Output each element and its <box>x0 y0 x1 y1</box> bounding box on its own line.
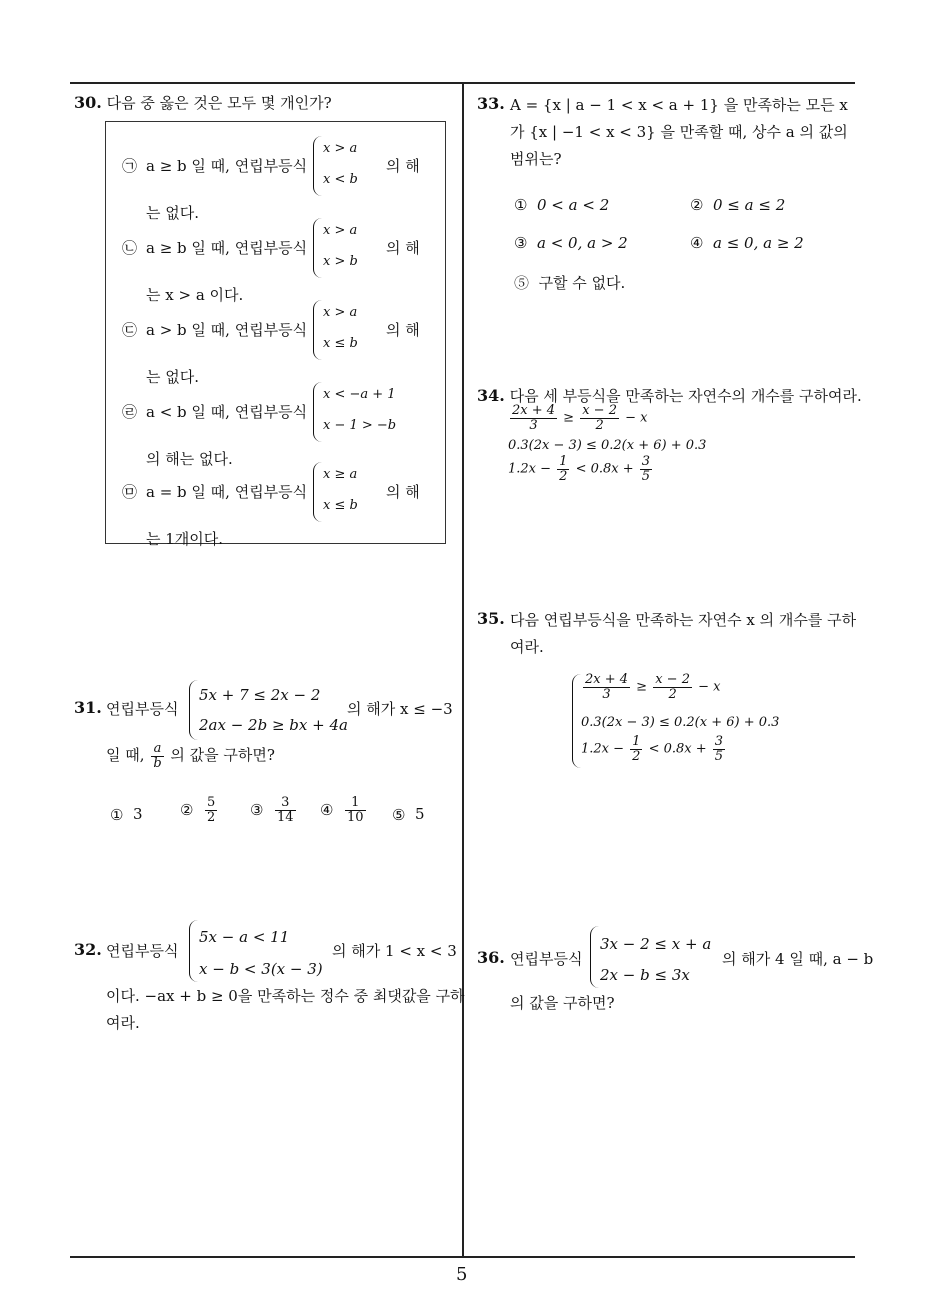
q30-item-post: 의 해 <box>386 483 420 501</box>
q30-item-tail: 는 x > a 이다. <box>146 286 244 304</box>
q30-item-sys-1: x > a <box>323 223 358 238</box>
q31-sys-2: 2ax − 2b ≥ bx + 4a <box>199 716 348 734</box>
q33-choice-2: ② 0 ≤ a ≤ 2 <box>690 196 786 214</box>
q32-line3: 여라. <box>106 1014 140 1032</box>
q31-post: 의 해가 x ≤ −3 <box>347 700 453 718</box>
q33-choice-1: ① 0 < a < 2 <box>514 196 610 214</box>
q30-item-tail: 는 없다. <box>146 204 200 222</box>
q33-choice-4: ④ a ≤ 0, a ≥ 2 <box>690 234 804 252</box>
q31-sys-1: 5x + 7 ≤ 2x − 2 <box>199 686 321 704</box>
q30-item-sys-2: x ≤ b <box>323 498 358 513</box>
q30-item-brace <box>313 382 322 442</box>
q35-brace <box>572 674 581 768</box>
q30-item-sys-2: x < b <box>323 172 358 187</box>
q34-inequality-1: $\frac{2x + 4}{3}$ ≥ $\frac{x - 2}{2}$ − x <box>512 403 648 433</box>
q31-choice-4: ④ $\frac{1}{10}$ <box>320 795 364 825</box>
q31-line2-post: 의 값을 구하면? <box>170 746 275 765</box>
q30-item-brace <box>313 218 322 278</box>
q33-line1: A = {x | a − 1 < x < a + 1} 을 만족하는 모든 x <box>510 96 848 114</box>
q33-number: 33. <box>477 94 505 113</box>
q32-line2: 이다. −ax + b ≥ 0을 만족하는 정수 중 최댓값을 구하 <box>106 987 465 1005</box>
q33-line2: 가 {x | −1 < x < 3} 을 만족할 때, 상수 a 의 값의 <box>510 123 848 141</box>
q34-number: 34. <box>477 386 505 405</box>
q30-item-brace <box>313 300 322 360</box>
q34-inequality-3: 1.2x − $\frac{1}{2}$ < 0.8x + $\frac{3}{5}$ <box>508 454 651 484</box>
q33-choice-5: ⑤ 구할 수 없다. <box>514 274 626 292</box>
q31-fraction: $\frac{a}{b}$ <box>153 741 162 771</box>
q30-item-pre: a ≥ b 일 때, 연립부등식 <box>146 239 308 257</box>
page-number: 5 <box>456 1264 468 1285</box>
q31-pre: 연립부등식 <box>106 700 179 718</box>
q30-item-brace <box>313 136 322 196</box>
q36-sys-2: 2x − b ≤ 3x <box>600 966 690 984</box>
q35-inequality-3: 1.2x − $\frac{1}{2}$ < 0.8x + $\frac{3}{5}$ <box>581 734 724 764</box>
q35-number: 35. <box>477 609 505 628</box>
q30-heading <box>74 92 332 113</box>
column-divider <box>462 82 464 1257</box>
q30-item-post: 의 해 <box>386 157 420 175</box>
q36-post: 의 해가 4 일 때, a − b <box>722 950 874 968</box>
q30-item-mark: ㉢ <box>122 321 138 339</box>
q32-sys-2: x − b < 3(x − 3) <box>199 960 323 978</box>
q33-choice-3: ③ a < 0, a > 2 <box>514 234 628 252</box>
q36-line2: 의 값을 구하면? <box>510 994 615 1012</box>
q30-number: 30. <box>74 93 102 112</box>
q34-inequality-2: 0.3(2x − 3) ≤ 0.2(x + 6) + 0.3 <box>508 438 707 453</box>
q30-item-tail: 의 해는 없다. <box>146 450 233 468</box>
q30-item-sys-2: x − 1 > −b <box>323 418 397 433</box>
q31-choice-5: ⑤ 5 <box>392 805 425 824</box>
q35-inequality-2: 0.3(2x − 3) ≤ 0.2(x + 6) + 0.3 <box>581 715 780 730</box>
q36-pre: 연립부등식 <box>510 950 583 968</box>
q36-number: 36. <box>477 948 505 967</box>
q30-item-tail: 는 없다. <box>146 368 200 386</box>
q30-item-mark: ㉤ <box>122 483 138 501</box>
q31-choice-3: ③ $\frac{3}{14}$ <box>250 795 294 825</box>
q36-sys-1: 3x − 2 ≤ x + a <box>600 935 712 953</box>
q32-sys-1: 5x − a < 11 <box>199 928 290 946</box>
q32-number: 32. <box>74 940 102 959</box>
q30-item-mark: ㉠ <box>122 157 138 175</box>
q30-item-sys-1: x > a <box>323 141 358 156</box>
q30-item-sys-2: x ≤ b <box>323 336 358 351</box>
q30-item-pre: a > b 일 때, 연립부등식 <box>146 321 308 339</box>
q32-pre: 연립부등식 <box>106 942 179 960</box>
q30-item-mark: ㉣ <box>122 403 138 421</box>
q30-text: 다음 중 옳은 것은 모두 몇 개인가? <box>106 94 332 112</box>
q35-line2: 여라. <box>510 638 544 656</box>
q30-item-sys-2: x > b <box>323 254 358 269</box>
q30-item-pre: a ≥ b 일 때, 연립부등식 <box>146 157 308 175</box>
q31-number: 31. <box>74 698 102 717</box>
q31-choice-2: ② $\frac{5}{2}$ <box>180 795 216 825</box>
q30-item-mark: ㉡ <box>122 239 138 257</box>
q30-item-tail: 는 1개이다. <box>146 530 224 548</box>
q33-line3: 범위는? <box>510 150 562 168</box>
q30-item-sys-1: x < −a + 1 <box>323 387 396 402</box>
q30-item-sys-1: x > a <box>323 305 358 320</box>
q35-line1: 다음 연립부등식을 만족하는 자연수 x 의 개수를 구하 <box>510 611 857 629</box>
q31-line2-pre: 일 때, <box>106 746 145 765</box>
q32-brace <box>189 920 198 982</box>
bottom-rule <box>70 1256 855 1258</box>
q30-item-post: 의 해 <box>386 239 420 257</box>
q31-brace <box>189 680 198 740</box>
q30-item-brace <box>313 462 322 522</box>
q31-choice-1: ① 3 <box>110 805 143 824</box>
q35-inequality-1: $\frac{2x + 4}{3}$ ≥ $\frac{x - 2}{2}$ − x <box>585 672 721 702</box>
q32-post: 의 해가 1 < x < 3 <box>332 942 457 960</box>
q30-item-post: 의 해 <box>386 321 420 339</box>
q30-item-sys-1: x ≥ a <box>323 467 358 482</box>
q30-item-pre: a = b 일 때, 연립부등식 <box>146 483 308 501</box>
q36-brace <box>590 926 599 988</box>
q30-item-pre: a < b 일 때, 연립부등식 <box>146 403 308 421</box>
q31-line2 <box>106 742 275 770</box>
q34-text: 다음 세 부등식을 만족하는 자연수의 개수를 구하여라. <box>509 387 862 405</box>
